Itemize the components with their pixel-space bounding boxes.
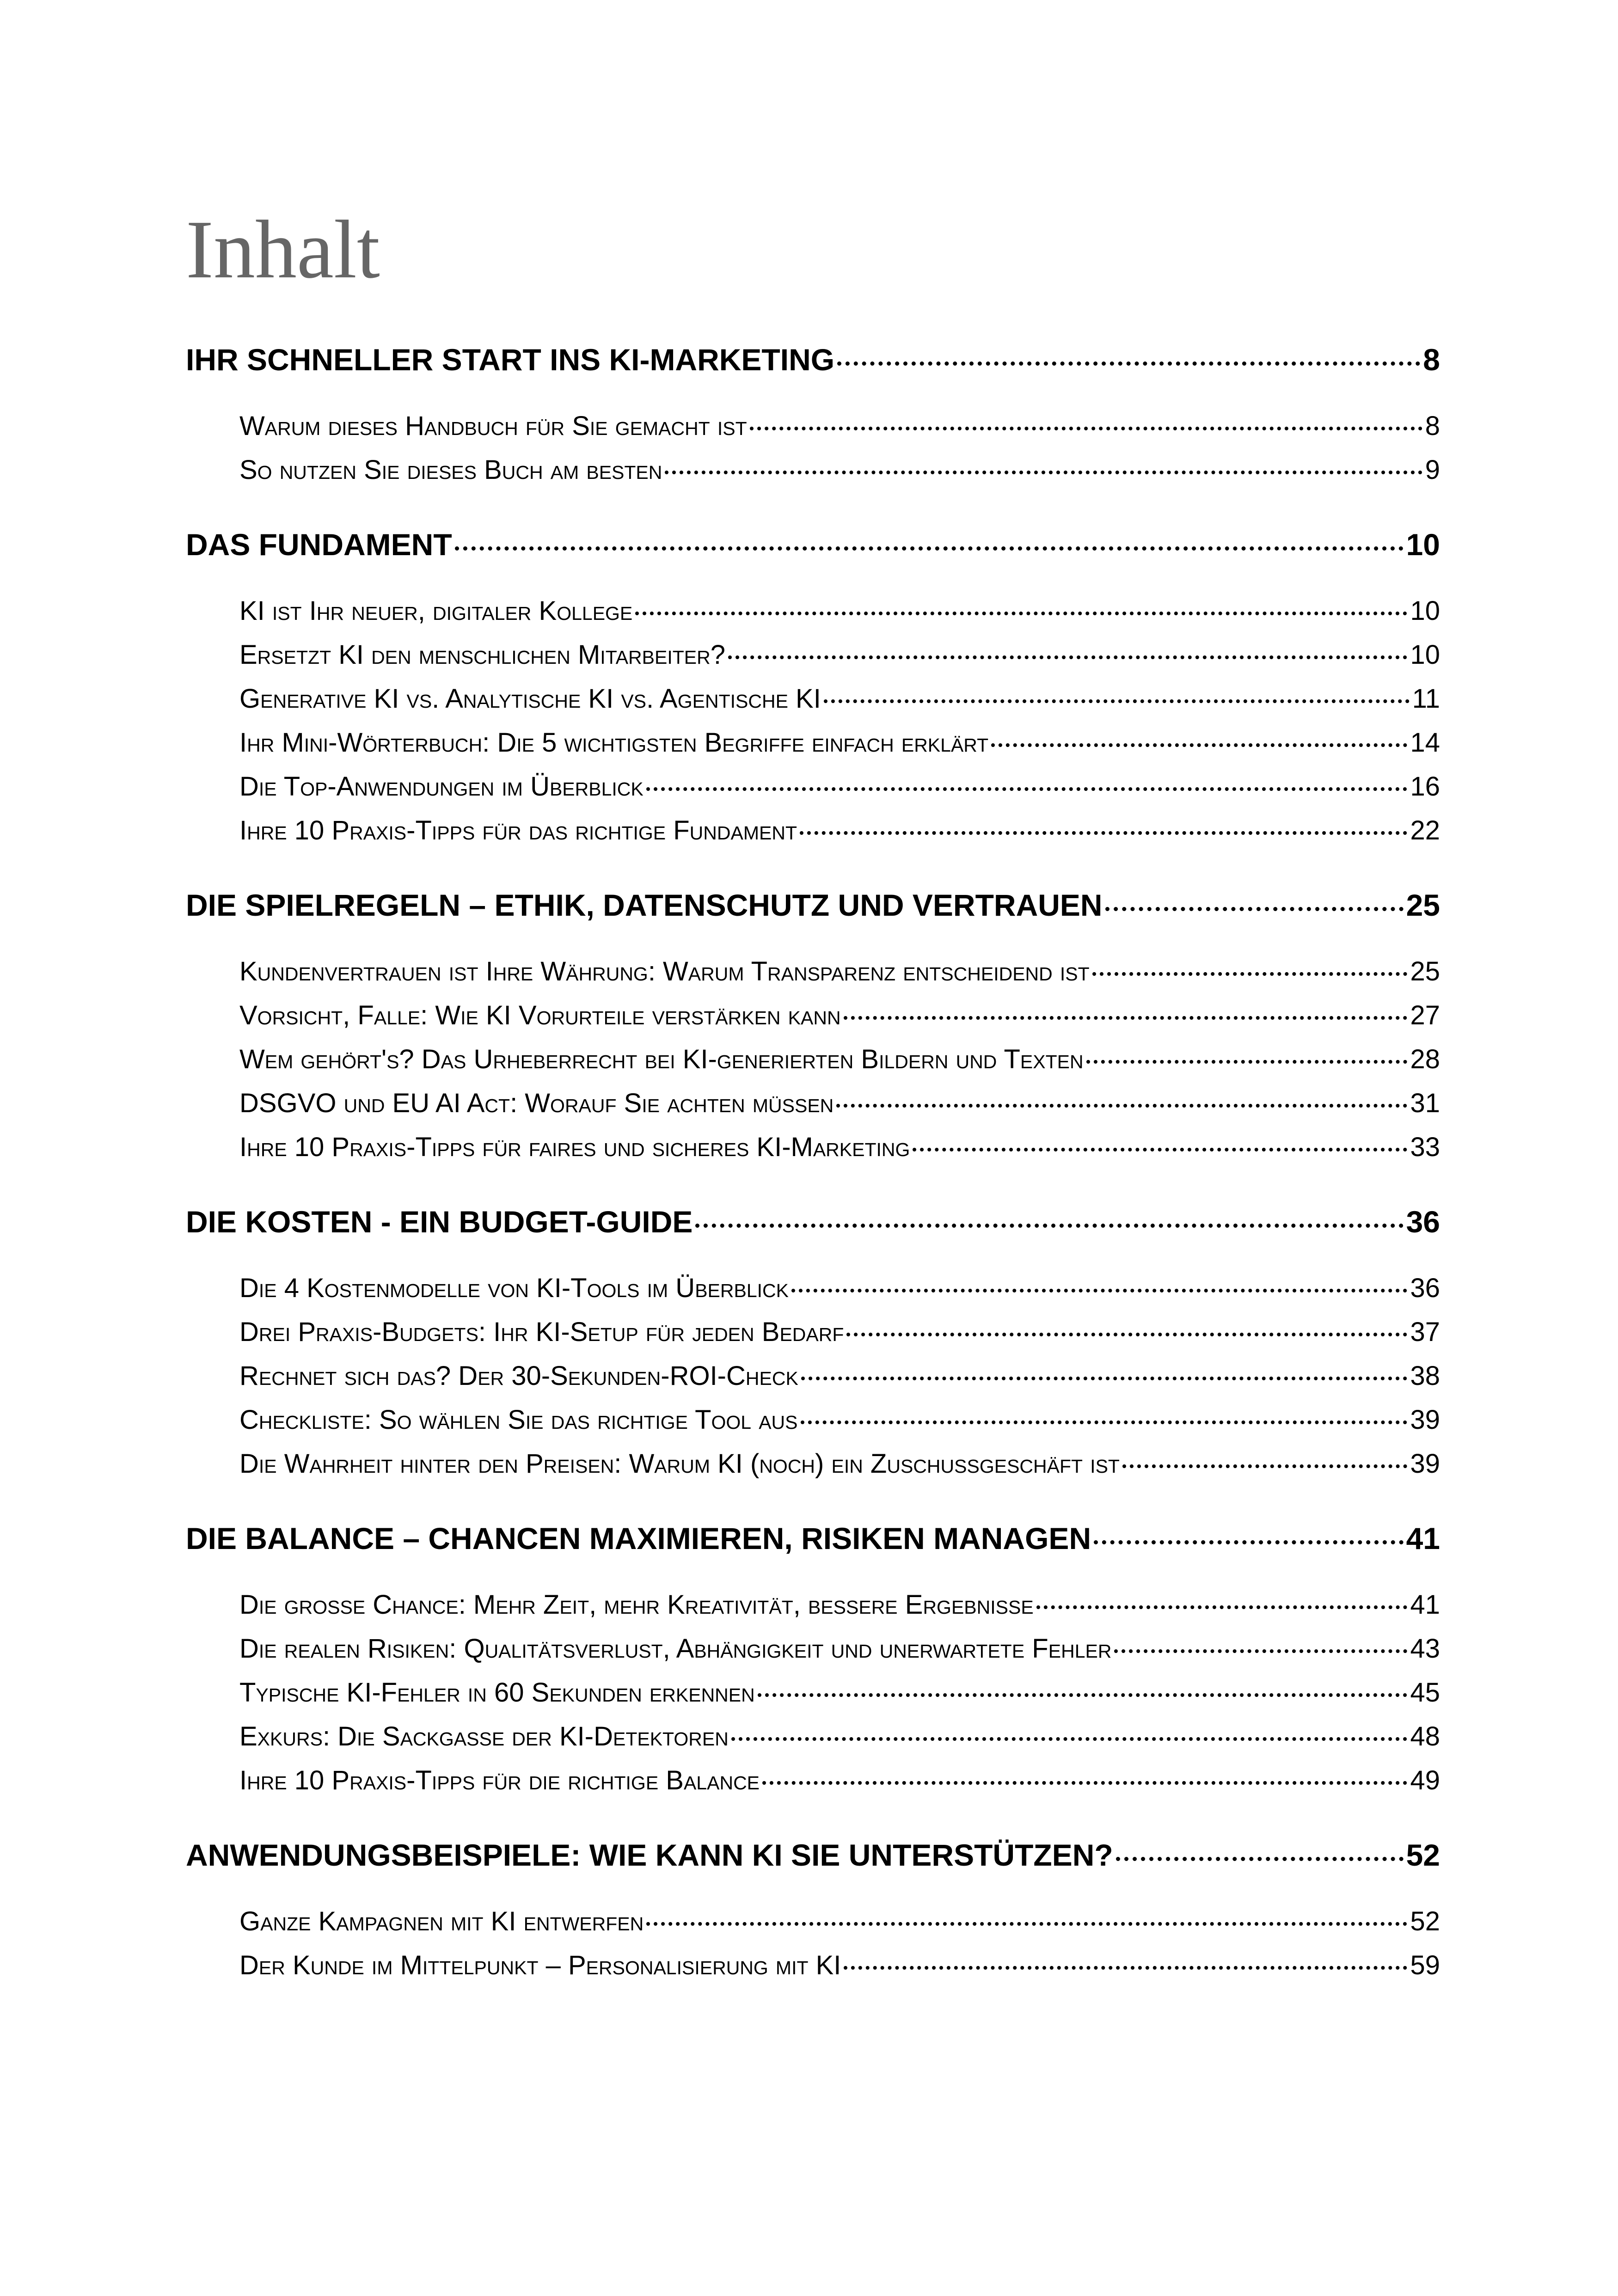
toc-entry[interactable] [186,1000,1440,1044]
toc-entry-page-number: 14 [1410,728,1440,758]
toc-entry-label: Ihre 10 Praxis-Tipps für faires und sicheres KI-Marketing [239,1132,910,1162]
toc-entry[interactable] [186,727,1440,771]
toc-entry[interactable] [186,1132,1440,1176]
toc-entry-page-number: 25 [1410,956,1440,986]
toc-entry-page-number: 22 [1410,815,1440,845]
dot-leader [728,655,1407,659]
toc-entry-label: Wem gehört's? Das Urheberrecht bei KI-generierten Bildern und Texten [239,1044,1084,1074]
table-of-contents [186,342,1440,1994]
toc-entry-label: Vorsicht, Falle: Wie KI Vorurteile verstärken kann [239,1000,841,1030]
toc-entry-page-number: 16 [1410,771,1440,802]
toc-entry[interactable] [186,771,1440,815]
toc-entry-page-number: 41 [1410,1590,1440,1620]
toc-entry-page-number: 28 [1410,1044,1440,1074]
toc-entry[interactable] [186,1448,1440,1492]
dot-leader [913,1148,1407,1151]
toc-chapter-label: DIE BALANCE – CHANCEN MAXIMIEREN, RISIKEN MANAGEN [186,1521,1091,1555]
dot-leader [1086,1060,1408,1064]
toc-entry[interactable] [186,1044,1440,1088]
toc-entry-label: Typische KI-Fehler in 60 Sekunden erkennen [239,1678,755,1708]
toc-entry-label: Generative KI vs. Analytische KI vs. Agentische KI [239,684,821,714]
toc-entry-page-number: 39 [1410,1405,1440,1435]
dot-leader [1114,1649,1407,1653]
toc-entry-page-number: 43 [1410,1634,1440,1664]
toc-chapter-label: DIE KOSTEN - EIN BUDGET-GUIDE [186,1205,693,1239]
toc-chapter-label: IHR SCHNELLER START INS KI-MARKETING [186,343,835,377]
toc-entry-page-number: 10 [1410,640,1440,670]
toc-entry[interactable] [186,1589,1440,1633]
toc-entry-page-number: 38 [1410,1361,1440,1391]
toc-chapter-label: ANWENDUNGSBEISPIELE: WIE KANN KI SIE UNTERSTÜTZEN? [186,1838,1113,1872]
dot-leader [844,1016,1408,1020]
dot-leader [801,1420,1408,1424]
toc-entry[interactable] [186,815,1440,859]
dot-leader [1036,1605,1408,1609]
dot-leader [1105,907,1403,911]
dot-leader [837,361,1420,366]
toc-entry-label: Rechnet sich das? Der 30-Sekunden-ROI-Check [239,1361,798,1391]
toc-entry-label: Der Kunde im Mittelpunkt – Personalisierung mit KI [239,1950,841,1980]
toc-chapter-page-number: 52 [1406,1838,1440,1872]
toc-chapter-page-number: 10 [1406,527,1440,562]
toc-entry-label: Die Top-Anwendungen im Überblick [239,771,644,802]
dot-leader [844,1966,1407,1970]
toc-entry-page-number: 27 [1410,1000,1440,1030]
dot-leader [758,1693,1408,1697]
toc-entry[interactable] [186,639,1440,683]
toc-chapter[interactable] [186,342,1440,386]
toc-entry-page-number: 11 [1412,684,1440,714]
dot-leader [455,546,1403,551]
toc-entry[interactable] [186,1273,1440,1316]
dot-leader [1122,1464,1408,1468]
toc-entry-page-number: 59 [1410,1950,1440,1980]
dot-leader [731,1737,1408,1741]
dot-leader [836,1104,1407,1108]
toc-entry[interactable] [186,683,1440,727]
dot-leader [1092,972,1408,976]
toc-chapter[interactable] [186,1204,1440,1249]
dot-leader [801,1377,1408,1380]
toc-entry-page-number: 8 [1425,411,1440,441]
toc-entry-label: Die realen Risiken: Qualitätsverlust, Abhängigkeit und unerwartete Fehler [239,1634,1112,1664]
dot-leader [646,787,1408,791]
toc-entry-page-number: 52 [1410,1906,1440,1936]
toc-entry-label: Drei Praxis-Budgets: Ihr KI-Setup für jeden Bedarf [239,1317,844,1347]
dot-leader [1116,1857,1403,1861]
toc-entry-label: Exkurs: Die Sackgasse der KI-Detektoren [239,1721,729,1751]
toc-entry[interactable] [186,410,1440,454]
toc-entry-label: Ihre 10 Praxis-Tipps für die richtige Balance [239,1765,760,1795]
toc-chapter-page-number: 36 [1406,1205,1440,1239]
dot-leader [991,743,1407,747]
toc-entry[interactable] [186,1677,1440,1721]
toc-entry-page-number: 36 [1410,1273,1440,1303]
toc-entry-page-number: 45 [1410,1678,1440,1708]
page-title: Inhalt [186,203,380,295]
toc-entry-page-number: 9 [1425,455,1440,485]
toc-entry[interactable] [186,1633,1440,1677]
toc-entry-label: Ihr Mini-Wörterbuch: Die 5 wichtigsten Begriffe einfach erklärt [239,728,989,758]
toc-entry-label: Die Wahrheit hinter den Preisen: Warum KI (noch) ein Zuschussgeschäft ist [239,1449,1120,1479]
toc-entry-label: Kundenvertrauen ist Ihre Währung: Warum Transparenz entscheidend ist [239,956,1090,986]
toc-chapter-page-number: 25 [1406,888,1440,922]
toc-entry-label: So nutzen Sie dieses Buch am besten [239,455,662,485]
toc-entry-page-number: 37 [1410,1317,1440,1347]
dot-leader [800,831,1407,835]
toc-entry[interactable] [186,956,1440,1000]
toc-entry-label: KI ist Ihr neuer, digitaler Kollege [239,596,633,626]
toc-entry-page-number: 39 [1410,1449,1440,1479]
toc-entry-label: Ihre 10 Praxis-Tipps für das richtige Fundament [239,815,797,845]
toc-entry[interactable] [186,1404,1440,1448]
toc-chapter[interactable] [186,888,1440,932]
dot-leader [846,1333,1407,1336]
toc-entry[interactable] [186,1950,1440,1994]
toc-entry-label: DSGVO und EU AI Act: Worauf Sie achten müssen [239,1088,834,1118]
toc-chapter-page-number: 8 [1423,343,1440,377]
toc-entry-label: Die große Chance: Mehr Zeit, mehr Kreativität, bessere Ergebnisse [239,1590,1034,1620]
dot-leader [665,471,1422,474]
toc-entry-label: Checkliste: So wählen Sie das richtige Tool aus [239,1405,798,1435]
dot-leader [695,1224,1403,1228]
toc-chapter[interactable] [186,1837,1440,1882]
toc-entry[interactable] [186,1721,1440,1765]
toc-entry[interactable] [186,1316,1440,1360]
dot-leader [646,1922,1407,1926]
toc-entry[interactable] [186,1906,1440,1950]
toc-chapter-label: DIE SPIELREGELN – ETHIK, DATENSCHUTZ UND VERTRAUEN [186,888,1103,922]
toc-chapter-label: DAS FUNDAMENT [186,527,452,562]
dot-leader [762,1781,1407,1785]
dot-leader [791,1289,1407,1292]
dot-leader [1094,1540,1403,1544]
toc-entry-page-number: 33 [1410,1132,1440,1162]
toc-chapter[interactable] [186,527,1440,571]
toc-entry-label: Ersetzt KI den menschlichen Mitarbeiter? [239,640,725,670]
toc-entry[interactable] [186,595,1440,639]
dot-leader [824,699,1410,703]
toc-entry[interactable] [186,454,1440,498]
toc-entry-page-number: 49 [1410,1765,1440,1795]
toc-entry-page-number: 31 [1410,1088,1440,1118]
toc-entry[interactable] [186,1360,1440,1404]
toc-entry-page-number: 48 [1410,1721,1440,1751]
toc-entry[interactable] [186,1765,1440,1809]
toc-entry-label: Warum dieses Handbuch für Sie gemacht ist [239,411,747,441]
dot-leader [635,612,1407,615]
toc-entry-page-number: 10 [1410,596,1440,626]
toc-chapter-page-number: 41 [1406,1521,1440,1555]
dot-leader [750,427,1422,430]
toc-entry-label: Die 4 Kostenmodelle von KI-Tools im Überblick [239,1273,789,1303]
toc-entry-label: Ganze Kampagnen mit KI entwerfen [239,1906,644,1936]
toc-chapter[interactable] [186,1521,1440,1565]
toc-entry[interactable] [186,1088,1440,1132]
